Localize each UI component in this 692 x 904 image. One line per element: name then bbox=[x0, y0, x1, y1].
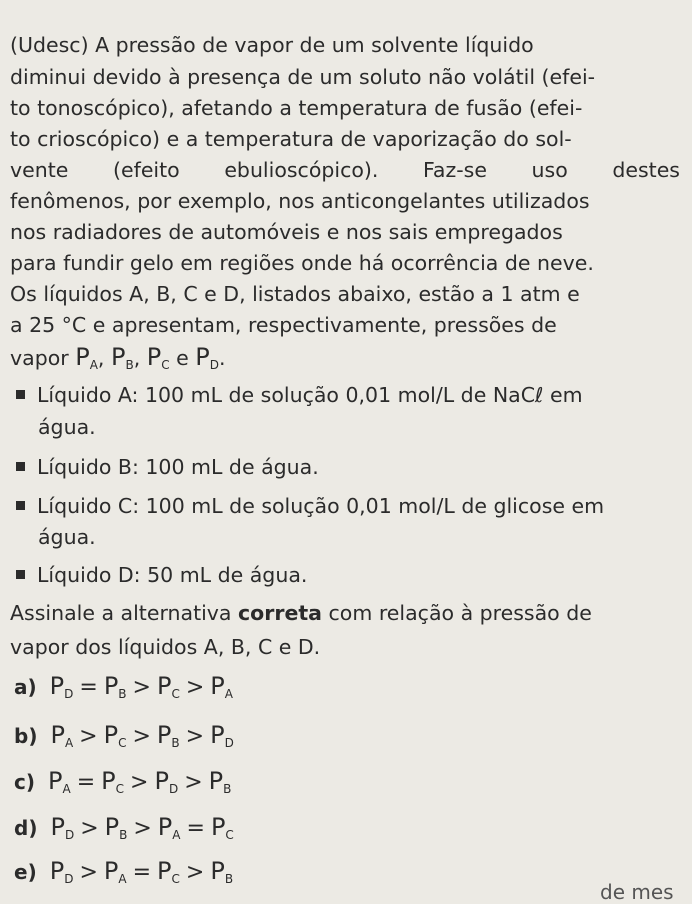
vapor-word: vapor bbox=[10, 346, 69, 370]
paragraph-line-2: diminui devido à presença de um soluto não volátil (efei- bbox=[10, 65, 596, 89]
paragraph-line-8: para fundir gelo em regiões onde há ocorrência de neve. bbox=[10, 251, 594, 275]
question-line-2: vapor dos líquidos A, B, C e D. bbox=[10, 635, 321, 659]
paragraph-line-11 bbox=[10, 342, 680, 380]
paragraph-line-7: nos radiadores de automóveis e nos sais empregados bbox=[10, 220, 563, 244]
vapor-symbols: $P_A$, $P_B$, $P_C$ e $P_D$. bbox=[75, 343, 226, 372]
liquid-item-c-continuation: água. bbox=[38, 525, 96, 549]
liquid-item-d: Líquido D: 50 mL de água. bbox=[16, 560, 680, 590]
paragraph-line-9: Os líquidos A, B, C e D, listados abaixo, estão a 1 atm e bbox=[10, 282, 580, 306]
bullet-square-icon bbox=[16, 570, 25, 579]
paragraph-line-6: fenômenos, por exemplo, nos anticongelantes utilizados bbox=[10, 189, 590, 213]
liquid-item-b: Líquido B: 100 mL de água. bbox=[16, 452, 680, 482]
paragraph-line-1: (Udesc) A pressão de vapor de um solvente líquido bbox=[10, 33, 534, 57]
liquid-item-a-continuation: água. bbox=[38, 415, 96, 439]
bullet-square-icon bbox=[16, 462, 25, 471]
bullet-square-icon bbox=[16, 501, 25, 510]
option-c[interactable]: c) $P_A = P_C > P_D > P_B$ bbox=[14, 767, 232, 796]
bullet-square-icon bbox=[16, 390, 25, 399]
option-e[interactable]: e) $P_D > P_A = P_C > P_B$ bbox=[14, 857, 234, 886]
liquid-item-a: Líquido A: 100 mL de solução 0,01 mol/L de NaCℓ em bbox=[16, 380, 680, 410]
paragraph-line-3: to tonoscópico), afetando a temperatura de fusão (efei- bbox=[10, 96, 583, 120]
question-line-1: Assinale a alternativa correta com relação à pressão de bbox=[10, 601, 592, 625]
bleed-text: de mes bbox=[600, 880, 674, 904]
option-a[interactable]: a) $P_D = P_B > P_C > P_A$ bbox=[14, 672, 233, 701]
option-d[interactable]: d) $P_D > P_B > P_A = P_C$ bbox=[14, 813, 234, 842]
paragraph-line-4: to crioscópico) e a temperatura de vaporização do sol- bbox=[10, 127, 572, 151]
option-b[interactable]: b) $P_A > P_C > P_B > P_D$ bbox=[14, 721, 234, 750]
paragraph-line-10: a 25 °C e apresentam, respectivamente, pressões de bbox=[10, 313, 557, 337]
paragraph-line-5: vente (efeito ebulioscópico). Faz-se uso destes bbox=[10, 158, 680, 182]
liquid-item-c: Líquido C: 100 mL de solução 0,01 mol/L de glicose em bbox=[16, 491, 680, 521]
